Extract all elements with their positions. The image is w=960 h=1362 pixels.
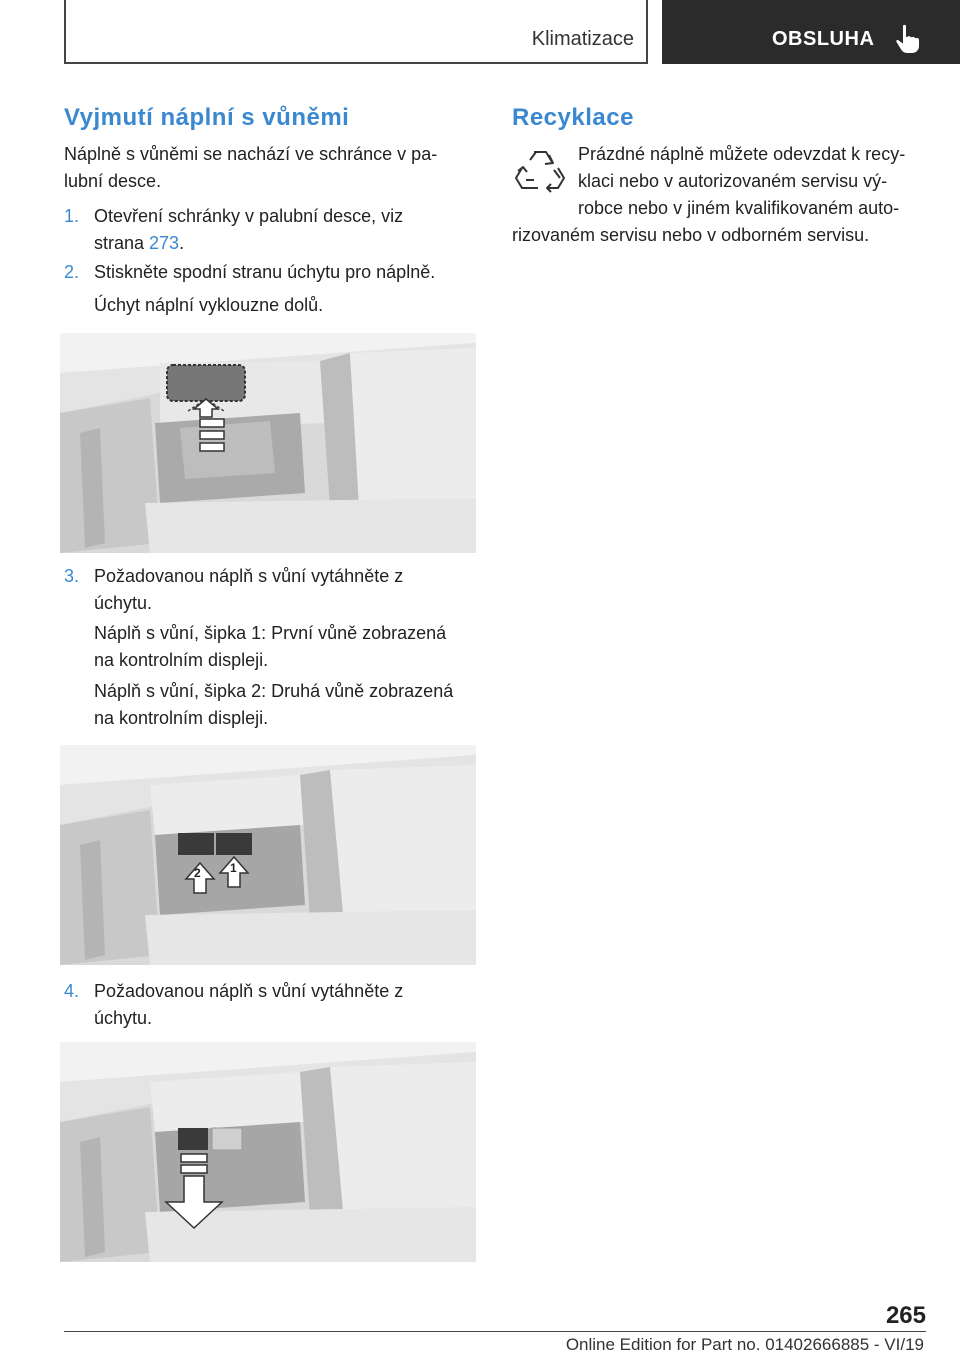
figure-glovebox-2 <box>60 745 476 965</box>
step-text: úchytu. <box>94 593 153 613</box>
recycling-line: rizovaném servisu nebo v odborném servisu. <box>512 225 870 245</box>
recycling-icon <box>514 146 566 198</box>
header-chapter-tab <box>662 0 960 64</box>
step-4 <box>64 978 484 1032</box>
step-number: 3. <box>64 566 80 586</box>
step-3-note-2 <box>94 678 474 732</box>
footer-divider <box>64 1331 926 1332</box>
header-section-box <box>64 0 648 64</box>
step-number: 4. <box>64 981 80 1001</box>
note-line: Náplň s vůní, šipka 1: První vůně zobrazená <box>94 623 447 643</box>
note-line: na kontrolním displeji. <box>94 708 269 728</box>
step-text: Požadovanou náplň s vůní vytáhněte z <box>94 566 404 586</box>
step-text: Stiskněte spodní stranu úchytu pro náplně. <box>94 262 436 282</box>
recycling-line: robce nebo v jiném kvalifikovaném auto‐ <box>578 198 900 218</box>
recycling-text-indented <box>578 141 938 222</box>
page-reference-link[interactable]: 273 <box>149 233 180 253</box>
figure-glovebox-3 <box>60 1042 476 1262</box>
pointing-hand-icon <box>894 24 922 54</box>
step-text: . <box>179 233 185 253</box>
step-2-result: Úchyt náplní vyklouzne dolů. <box>94 295 324 315</box>
recycling-line: Prázdné náplně můžete odevzdat k recy‐ <box>578 144 906 164</box>
figure-glovebox-1 <box>60 333 476 553</box>
intro-paragraph <box>64 141 464 195</box>
step-text: úchytu. <box>94 1008 153 1028</box>
step-2 <box>64 259 484 286</box>
step-3-note-1 <box>94 620 474 674</box>
step-text: strana <box>94 233 150 253</box>
note-line: na kontrolním displeji. <box>94 650 269 670</box>
step-number: 1. <box>64 206 80 226</box>
step-3 <box>64 563 484 617</box>
recycling-line: klaci nebo v autorizovaném servisu vý‐ <box>578 171 888 191</box>
arrow-label-2: 2 <box>194 866 201 880</box>
section-heading-recycling: Recyklace <box>512 104 634 131</box>
arrow-label-1: 1 <box>230 861 237 875</box>
intro-line: Náplně s vůněmi se nachází ve schránce v pa‐ <box>64 144 438 164</box>
section-heading-removal: Vyjmutí náplní s vůněmi <box>64 104 350 131</box>
footer-edition: Online Edition for Part no. 01402666885 - VI/19 <box>565 1335 924 1354</box>
intro-line: lubní desce. <box>64 171 162 191</box>
step-1 <box>64 203 484 257</box>
header-chapter-label: OBSLUHA <box>772 28 875 50</box>
note-line: Náplň s vůní, šipka 2: Druhá vůně zobrazená <box>94 681 454 701</box>
step-text: Otevření schránky v palubní desce, viz <box>94 206 404 226</box>
step-text: Požadovanou náplň s vůní vytáhněte z <box>94 981 404 1001</box>
header-section-title: Klimatizace <box>531 28 634 50</box>
page-number: 265 <box>885 1302 926 1329</box>
step-number: 2. <box>64 262 80 282</box>
